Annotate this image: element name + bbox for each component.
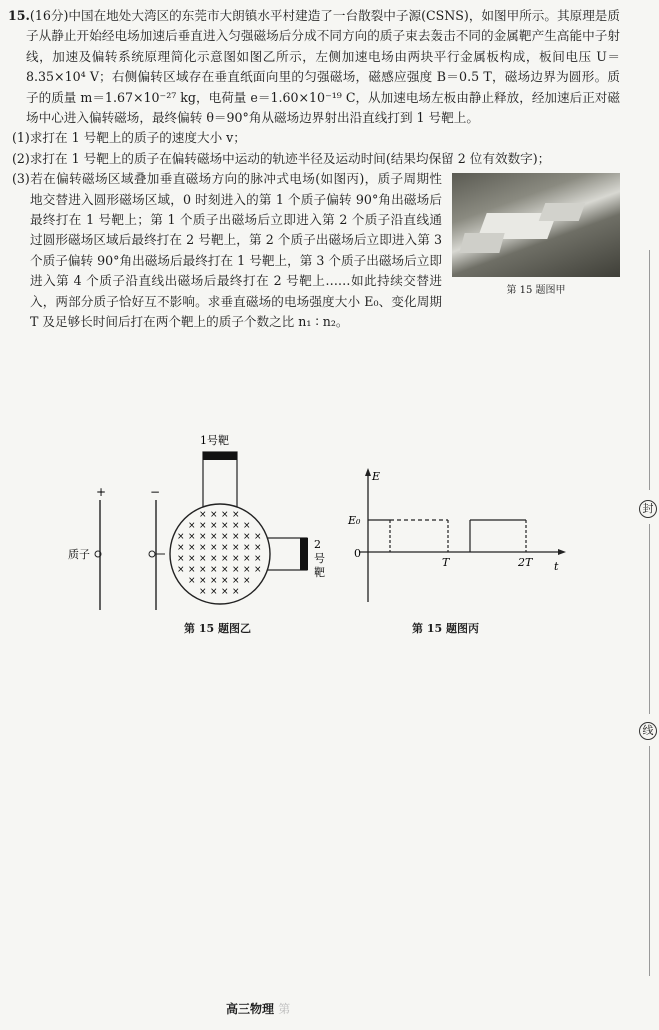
field-cross: ×	[232, 521, 240, 531]
subquestion-1: (1)求打在 1 号靶上的质子的速度大小 v；	[12, 130, 246, 146]
field-cross: ×	[177, 554, 185, 564]
field-cross: ×	[232, 543, 240, 553]
question-number: 15.	[8, 8, 30, 23]
field-cross: ×	[243, 543, 251, 553]
figure-b-caption: 第 15 题图乙	[184, 622, 251, 635]
field-cross: ×	[221, 532, 229, 542]
field-cross: ×	[210, 510, 218, 520]
field-cross: ×	[221, 587, 229, 597]
field-cross: ×	[177, 532, 185, 542]
binding-line-mid	[649, 524, 650, 714]
binding-mark-seal: 封	[639, 500, 657, 518]
target-1	[203, 452, 237, 460]
field-cross: ×	[210, 532, 218, 542]
field-cross: ×	[221, 565, 229, 575]
field-cross: ×	[199, 532, 207, 542]
footer-label: 高三物理	[226, 1002, 275, 1016]
target-2	[300, 538, 308, 570]
field-cross: ×	[210, 565, 218, 575]
field-cross: ×	[210, 543, 218, 553]
field-cross: ×	[221, 554, 229, 564]
minus-sign: −	[150, 485, 161, 499]
footer-page: 第	[278, 1002, 291, 1016]
field-cross: ×	[243, 576, 251, 586]
field-cross: ×	[199, 587, 207, 597]
problem-intro	[8, 6, 620, 128]
field-cross: ×	[188, 521, 196, 531]
field-cross: ×	[188, 532, 196, 542]
field-cross: ×	[199, 543, 207, 553]
field-cross: ×	[243, 554, 251, 564]
target-2-label-b: 号	[314, 552, 325, 565]
plus-sign: +	[96, 485, 107, 499]
problem-15	[8, 6, 620, 333]
binding-line-top	[649, 250, 650, 490]
field-cross: ×	[188, 576, 196, 586]
field-cross: ×	[210, 587, 218, 597]
field-cross: ×	[243, 521, 251, 531]
field-cross: ×	[210, 554, 218, 564]
binding-line-bottom	[649, 746, 650, 976]
e-axis-label: E	[372, 470, 381, 483]
origin-label: 0	[354, 547, 361, 560]
field-cross: ×	[254, 543, 262, 553]
field-cross: ×	[199, 510, 207, 520]
field-cross: ×	[243, 532, 251, 542]
field-cross: ×	[221, 543, 229, 553]
pipe-up	[203, 452, 237, 510]
field-cross: ×	[254, 565, 262, 575]
binding-mark-line: 线	[639, 722, 657, 740]
field-cross: ×	[199, 554, 207, 564]
field-cross: ×	[232, 576, 240, 586]
tick-T: T	[442, 556, 450, 569]
figure-b	[60, 432, 330, 642]
subquestion-2: (2)求打在 1 号靶上的质子在偏转磁场中运动的轨迹半径及运动时间(结果均保留 2 位有效数字)；	[12, 150, 551, 166]
field-cross: ×	[199, 521, 207, 531]
figure-a	[452, 173, 620, 297]
field-cross: ×	[254, 532, 262, 542]
field-cross: ×	[232, 532, 240, 542]
field-cross: ×	[199, 565, 207, 575]
field-cross: ×	[177, 543, 185, 553]
tick-2T: 2T	[518, 556, 533, 569]
target-1-label: 1号靶	[200, 434, 229, 447]
field-cross: ×	[232, 565, 240, 575]
field-cross: ×	[232, 510, 240, 520]
field-cross: ×	[243, 565, 251, 575]
figure-a-caption: 第 15 题图甲	[506, 285, 566, 297]
target-2-label-a: 2	[314, 538, 321, 551]
e0-label: E₀	[348, 514, 361, 527]
field-cross: ×	[221, 576, 229, 586]
figure-c	[340, 462, 570, 612]
field-cross: ×	[199, 576, 207, 586]
page-footer	[226, 1000, 290, 1017]
question-points: (16分)	[29, 8, 69, 23]
field-cross: ×	[188, 554, 196, 564]
field-cross: ×	[188, 543, 196, 553]
proton-dot-right	[149, 551, 155, 557]
t-axis-label: t	[554, 560, 559, 573]
field-cross: ×	[254, 554, 262, 564]
csns-photo	[452, 173, 620, 277]
field-cross: ×	[221, 510, 229, 520]
figure-c-caption: 第 15 题图丙	[412, 622, 479, 635]
field-cross: ×	[188, 565, 196, 575]
subquestion-3: (3)若在偏转磁场区域叠加垂直磁场方向的脉冲式电场(如图丙)，质子周期性地交替进入圆形磁场区域，0 时刻进入的第 1 个质子偏转 90°角出磁场后最终打在 1 号靶上；第 1 个质子出磁场后立即进入第 2 个质子沿直线通过圆形磁场区域后最终打在 2 号靶上，第 2 个质子出磁场后立即进入第 3 个质子偏转 90°角出磁场后最终打在 1 号靶上，第 3 个质子出磁场后立即进入第 4 个质子沿直线出磁场后最终打在 2 号靶上……如此持续交替进入，两部分质子恰好互不影响。求垂直磁场的电场强度大小 E₀、变化周期 T 及足够长时间后打在两个靶上的质子个数之比 n₁ ∶ n₂。	[12, 171, 442, 330]
field-cross: ×	[177, 565, 185, 575]
field-cross: ×	[221, 521, 229, 531]
intro-text: 中国在地处大湾区的东莞市大朗镇水平村建造了一台散裂中子源(CSNS)，如图甲所示。其原理是质子从静止开始经电场加速后垂直进入匀强磁场后分成不同方向的质子束去轰击不同的金属靶产生高能中子射线，加速及偏转系统原理简化示意图如图乙所示，左侧加速电场由两块平行金属板构成，板间电压 U＝8.35×10⁴ V；右侧偏转区域存在垂直纸面向里的匀强磁场，磁感应强度 B＝0.5 T，磁场边界为圆形。质子的质量 m＝1.67×10⁻²⁷ kg，电荷量 e＝1.60×10⁻¹⁹ C，从加速电场左板由静止释放，经加速后正对磁场中心进入偏转磁场，最终偏转 θ＝90°角从磁场边界射出沿直线打到 1 号靶上。	[26, 8, 620, 126]
field-cross: ×	[232, 554, 240, 564]
proton-label: 质子	[68, 548, 90, 561]
field-cross: ×	[210, 521, 218, 531]
target-2-label-c: 靶	[314, 566, 325, 579]
field-cross: ×	[210, 576, 218, 586]
field-cross: ×	[232, 587, 240, 597]
